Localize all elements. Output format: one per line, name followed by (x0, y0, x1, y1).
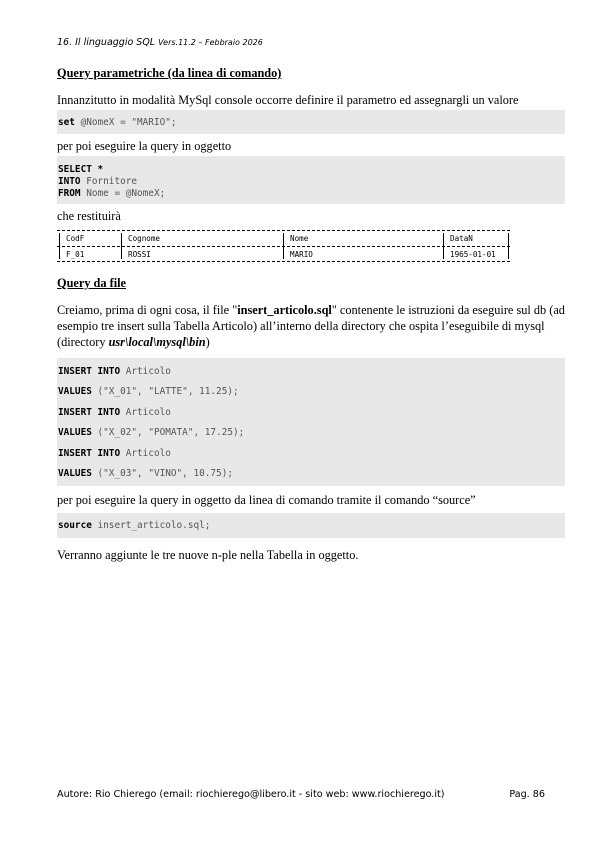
table-header-cell: CodF (66, 234, 85, 243)
table-cell: ROSSI (128, 250, 151, 259)
table-header-cell: Nome (290, 234, 309, 243)
table-rule (57, 261, 510, 262)
chapter-title: 16. Il linguaggio SQL (57, 37, 156, 48)
code-block-inserts (57, 358, 565, 486)
file-paragraph (57, 302, 565, 350)
intro-paragraph: Innanzitutto in modalità MySql console occorre definire il parametro ed assegnargli un valore (57, 93, 519, 107)
code-line: VALUES ("X_03", "VINO", 10.75); (58, 468, 233, 479)
source-paragraph: per poi eseguire la query in oggetto da linea di comando tramite il comando “source” (57, 493, 476, 507)
code-line: set @NomeX = "MARIO"; (58, 117, 177, 128)
file-paragraph-line: Creiamo, prima di ogni cosa, il file "insert_articolo.sql" contenente le istruzioni da eseguire sul db (ad (57, 303, 565, 317)
then-paragraph: per poi eseguire la query in oggetto (57, 139, 232, 153)
table-border (283, 233, 284, 259)
table-cell: 1965-01-01 (450, 250, 496, 259)
table-border (508, 233, 509, 259)
code-line: source insert_articolo.sql; (58, 520, 211, 531)
closing-paragraph: Verranno aggiunte le tre nuove n-ple nella Tabella in oggetto. (57, 548, 359, 562)
table-header-cell: Cognome (128, 234, 161, 243)
code-line: VALUES ("X_02", "POMATA", 17.25); (58, 427, 245, 438)
table-cell: F_01 (66, 250, 85, 259)
section-heading-file: Query da file (57, 276, 126, 290)
file-paragraph-line: (directory usr\local\mysql\bin) (57, 335, 210, 349)
directory-path: usr\local\mysql\bin (108, 335, 206, 349)
table-header-cell: DataN (450, 234, 473, 243)
section-heading-parametric: Query parametriche (da linea di comando) (57, 66, 282, 80)
table-cell: MARIO (290, 250, 313, 259)
page-number: Pag. 86 (509, 789, 545, 800)
returns-paragraph: che restituirà (57, 209, 121, 223)
code-block-set (57, 110, 565, 134)
code-line: INTO Fornitore (58, 176, 138, 187)
code-line: FROM Nome = @NomeX; (58, 188, 166, 199)
table-border (59, 233, 60, 259)
footer-author: Autore: Rio Chierego (email: riochierego@libero.it - sito web: www.riochierego.it) (57, 789, 445, 800)
code-line: VALUES ("X_01", "LATTE", 11.25); (58, 386, 239, 397)
file-paragraph-line: esempio tre insert sulla Tabella Articolo) all’interno della directory che ospita l’eseguibile di mysql (57, 319, 545, 333)
code-block-source (57, 513, 565, 538)
page-footer (57, 789, 545, 800)
code-line: INSERT INTO Articolo (58, 448, 171, 459)
table-rule (57, 230, 510, 231)
code-line: SELECT * (58, 164, 104, 175)
code-line: INSERT INTO Articolo (58, 366, 171, 377)
version-label: Vers.11.2 – Febbraio 2026 (158, 38, 263, 47)
table-border (121, 233, 122, 259)
table-border (443, 233, 444, 259)
code-line: INSERT INTO Articolo (58, 407, 171, 418)
code-block-select (57, 156, 565, 204)
running-header (57, 37, 263, 48)
file-name: insert_articolo.sql (237, 303, 332, 317)
